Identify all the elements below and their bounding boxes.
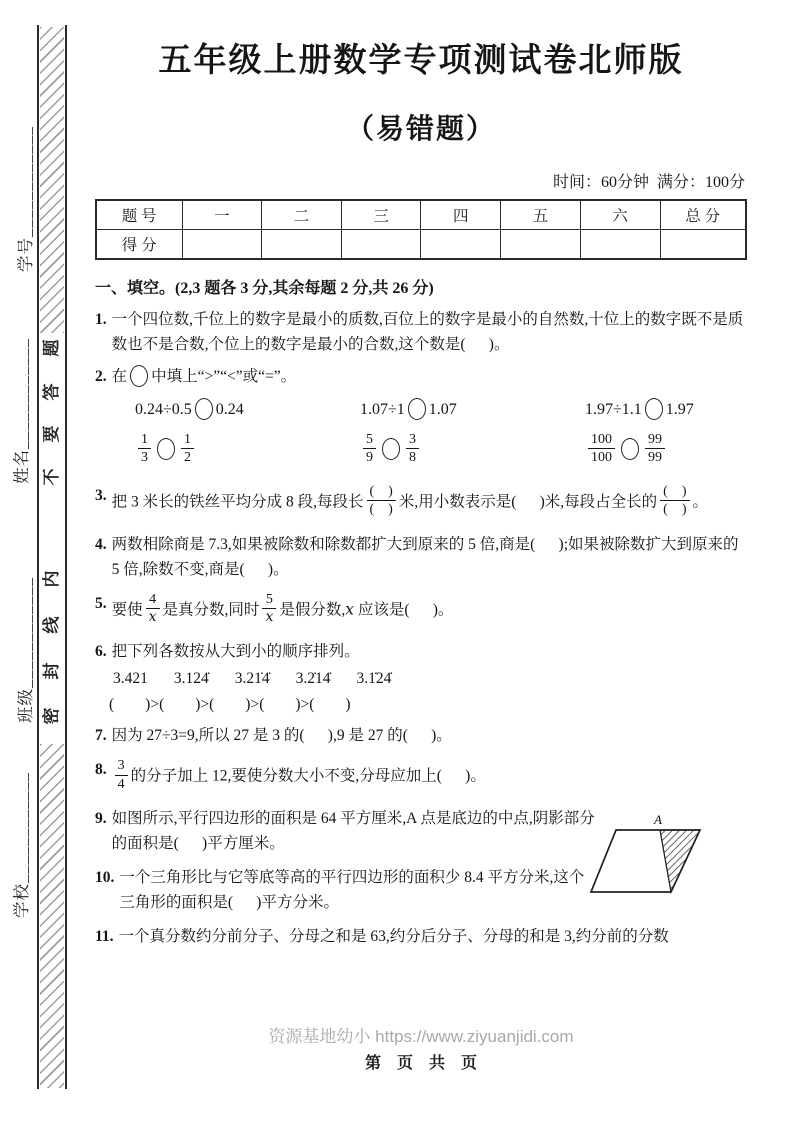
paper-content (95, 28, 747, 949)
question-5 (95, 591, 747, 631)
fraction-denominator: ( ) (367, 500, 396, 518)
question-number: 4. (95, 535, 107, 553)
question-text-segment: 米,用小数表示是( )米,每段占全长的 (398, 493, 658, 511)
fraction-denominator: 2 (181, 448, 194, 466)
score-table-cell: 三 (341, 200, 421, 230)
fraction-numerator: 5 (366, 431, 373, 447)
question-8 (95, 757, 747, 797)
question-text (112, 591, 454, 631)
fraction-denominator: 100 (588, 448, 615, 466)
class-field-label: 班级____________ (16, 577, 35, 723)
question-text: 一个三角形比与它等底等高的平行四边形的面积少 8.4 平方分米,这个三角形的面积是( )平方分米。 (119, 869, 585, 912)
question-text-segment: 。 (692, 493, 709, 511)
fraction-numerator: 3 (409, 431, 416, 447)
question-text: 一个真分数约分前分子、分母之和是 63,约分后分子、分母的和是 3,约分前的分数 (118, 928, 669, 946)
question-text-segment: 是假分数, (279, 600, 346, 618)
blank-fraction (367, 483, 396, 519)
score-table (95, 199, 747, 260)
comparison-item (585, 431, 793, 471)
score-table-empty-cell (580, 230, 660, 260)
question-number: 7. (95, 727, 107, 745)
fraction-denominator: 4 (115, 775, 128, 793)
score-table-empty-cell (182, 230, 262, 260)
name-field-label: 姓名____________ (12, 338, 31, 484)
fill-in-circle (621, 438, 639, 460)
question-3 (95, 483, 747, 523)
question-number: 3. (95, 486, 107, 504)
question-text: 一个四位数,千位上的数字是最小的质数,百位上的数字是最小的自然数,十位上的数字既不是质数也不是合数,个位上的数字是最小的合数,这个数是( )。 (111, 311, 744, 353)
seal-hatch-top (40, 27, 64, 333)
question-number: 9. (95, 810, 107, 828)
fraction (406, 431, 419, 467)
fill-in-circle (130, 365, 148, 387)
fraction-numerator: ( ) (369, 483, 393, 499)
question-4 (95, 532, 747, 582)
seal-line-right (65, 25, 67, 1089)
time-and-score-info: 时间：60分钟 满分：100分 (552, 174, 745, 191)
score-table-header-row (96, 200, 746, 230)
comparison-right: 1.97 (665, 401, 694, 419)
decimal-number: 3.21̇4̇ (234, 670, 270, 688)
question-7 (95, 723, 747, 748)
score-table-cell: 题 号 (96, 200, 182, 230)
comparison-left: 0.24÷0.5 (135, 401, 192, 419)
question-number: 11. (95, 928, 114, 946)
fraction (138, 431, 151, 467)
school-field-label: 学校____________ (12, 772, 31, 918)
seal-char: 封 (42, 662, 61, 680)
fraction-numerator: 100 (591, 431, 612, 447)
fraction-denominator: 8 (406, 448, 419, 466)
score-table-cell: 得 分 (96, 230, 182, 260)
question-text: 把下列各数按从大到小的顺序排列。 (111, 643, 360, 661)
comparison-item (360, 431, 585, 471)
score-table-cell: 六 (580, 200, 660, 230)
question-1 (95, 307, 747, 357)
comparison-item (585, 398, 793, 423)
fraction-denominator: 99 (645, 448, 665, 466)
fraction (588, 431, 615, 467)
decimal-number: 3.1̇24̇ (356, 670, 392, 688)
score-table-cell: 五 (501, 200, 581, 230)
fraction-denominator: x (262, 608, 276, 626)
seal-char: 要 (42, 425, 61, 443)
score-table-cell: 总 分 (660, 200, 746, 230)
fill-in-circle (645, 398, 663, 420)
question-number: 2. (95, 368, 107, 385)
seal-char: 内 (42, 570, 61, 588)
score-table-empty-cell (262, 230, 342, 260)
question-2 (95, 364, 747, 390)
fraction-denominator: ( ) (660, 500, 689, 518)
variable-x: x (345, 599, 354, 618)
blank-fraction (660, 483, 689, 519)
fraction-numerator: ( ) (663, 483, 687, 499)
question-number: 5. (95, 594, 107, 612)
question-text-segment: 的分子加上 12,要使分数大小不变,分母应加上( )。 (130, 767, 486, 785)
source-site-text: 资源基地幼小 https://www.ziyuanjidi.com (268, 1027, 574, 1046)
shaded-triangle (660, 830, 700, 892)
fraction-numerator: 1 (184, 431, 191, 447)
question-text: 因为 27÷3=9,所以 27 是 3 的( ),9 是 27 的( )。 (111, 727, 452, 745)
seal-char: 线 (42, 616, 61, 634)
question-text (112, 364, 297, 390)
comparison-right: 0.24 (215, 401, 244, 419)
score-table-empty-cell (501, 230, 581, 260)
score-table-empty-cell (421, 230, 501, 260)
seal-char: 题 (42, 339, 61, 357)
score-table-cell: 四 (421, 200, 501, 230)
score-table-cell: 二 (262, 200, 342, 230)
question-number: 6. (95, 643, 107, 661)
question-text-segment: 是真分数,同时 (162, 600, 260, 618)
fraction-numerator: 99 (648, 431, 662, 447)
question-number: 8. (95, 761, 107, 779)
paper-subtitle: （易错题） (345, 114, 496, 145)
question-text-segment: 中填上“>”“<”或“=”。 (151, 368, 297, 385)
score-table-score-row (96, 230, 746, 260)
q6-numbers-row (113, 670, 747, 688)
fill-in-circle (195, 398, 213, 420)
question-number: 1. (95, 311, 107, 328)
fill-in-circle (408, 398, 426, 420)
fraction-numerator: 1 (141, 431, 148, 447)
fraction (115, 757, 128, 793)
fraction (645, 431, 665, 467)
seal-line-left (37, 25, 39, 1089)
question-9 (95, 806, 747, 856)
question-text (112, 483, 708, 523)
question-text-segment: 应该是( )。 (353, 600, 454, 618)
score-table-empty-cell (341, 230, 421, 260)
question-text: 如图所示,平行四边形的面积是 64 平方厘米,A 点是底边的中点,阴影部分的面积是( )平方厘米。 (111, 810, 595, 853)
section-1-heading: 一、填空。(2,3 题各 3 分,其余每题 2 分,共 26 分) (95, 280, 434, 297)
seal-char: 密 (42, 707, 61, 725)
comparison-item (360, 398, 585, 423)
seal-hatch-bottom (40, 744, 64, 1088)
question-11 (95, 924, 747, 949)
question-number: 10. (95, 869, 115, 887)
fraction-numerator: 5 (265, 591, 273, 607)
decimal-number: 3.421 (113, 670, 148, 688)
question-text-segment: 要使 (111, 600, 143, 618)
student-id-field-label: 学号____________ (16, 126, 35, 272)
question-text: 两数相除商是 7.3,如果被除数和除数都扩大到原来的 5 倍,商是( );如果被除数扩大到原来的 5 倍,除数不变,商是( )。 (111, 535, 743, 578)
comparison-left: 1.07÷1 (360, 401, 405, 419)
fill-in-circle (157, 438, 175, 460)
fraction-numerator: 3 (117, 758, 125, 774)
q2-comparisons-row1 (135, 398, 747, 423)
score-table-empty-cell (660, 230, 746, 260)
comparison-item (135, 398, 360, 423)
decimal-number: 3.2̇14̇ (295, 670, 331, 688)
fraction (146, 591, 160, 627)
fraction-numerator: 4 (149, 591, 157, 607)
fraction-denominator: x (146, 608, 160, 626)
page-footer (95, 1022, 747, 1073)
fraction (262, 591, 276, 627)
fraction-denominator: 3 (138, 448, 151, 466)
seal-char: 不 (42, 468, 61, 486)
page-number-text: 第 页 共 页 (364, 1055, 477, 1072)
comparison-left: 1.97÷1.1 (585, 401, 642, 419)
seal-char: 答 (42, 383, 61, 401)
parallelogram-figure (586, 810, 761, 906)
decimal-number: 3.124̇ (173, 670, 209, 688)
comparison-right: 1.07 (428, 401, 457, 419)
question-6 (95, 639, 747, 664)
score-table-cell: 一 (182, 200, 262, 230)
question-text (112, 757, 486, 797)
question-text-segment: 把 3 米长的铁丝平均分成 8 段,每段长 (111, 493, 364, 511)
comparison-item (135, 431, 360, 471)
fraction (181, 431, 194, 467)
point-a-label: A (654, 812, 662, 828)
paper-title: 五年级上册数学专项测试卷北师版 (158, 43, 684, 79)
question-text-segment: 在 (111, 368, 128, 385)
q6-ordering-blanks: ( )>( )>( )>( )>( ) (109, 696, 351, 714)
fraction-denominator: 9 (363, 448, 376, 466)
q2-comparisons-row2 (135, 431, 747, 471)
fraction (363, 431, 376, 467)
fill-in-circle (382, 438, 400, 460)
